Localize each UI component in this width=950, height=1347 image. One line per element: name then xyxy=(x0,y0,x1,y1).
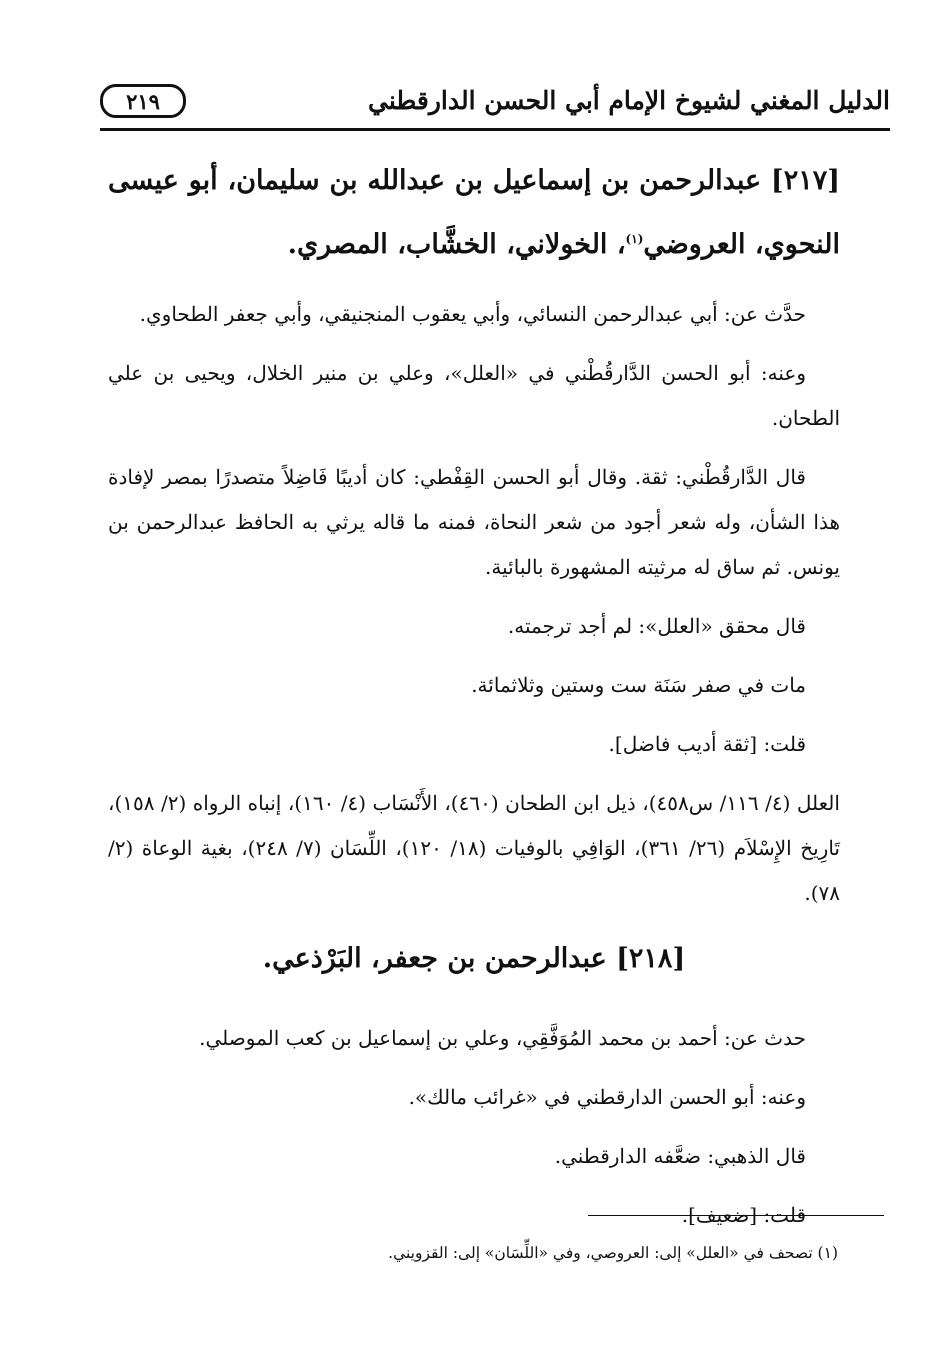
paragraph-editor-note: قال محقق «العلل»: لم أجد ترجمته. xyxy=(507,614,806,638)
paragraph-teachers: حدث عن: أحمد بن محمد المُوَفَّقِي، وعلي بن إسماعيل بن كعب الموصلي. xyxy=(199,1026,806,1050)
paragraph-opinions: قال الذهبي: ضعَّفه الدارقطني. xyxy=(554,1144,806,1168)
page-number-badge: ٢١٩ xyxy=(100,84,186,118)
running-header xyxy=(100,80,890,132)
paragraph-teachers: حدَّث عن: أبي عبدالرحمن النسائي، وأبي يعقوب المنجنيقي، وأبي جعفر الطحاوي. xyxy=(139,302,806,326)
running-title: الدليل المغني لشيوخ الإمام أبي الحسن الدارقطني xyxy=(368,86,890,115)
paragraph-students: وعنه: أبو الحسن الدارقطني في «غرائب مالك». xyxy=(408,1085,806,1109)
paragraph-sources: العلل (٤/ ١١٦/ س٤٥٨)، ذيل ابن الطحان (٤٦٠)، الأَنْسَاب (٤/ ١٦٠)، إنباه الرواه (٢/ ١٥٨)، تَارِيخ الإِسْلاَم (٢٦/ ٣٦١)، الوَافِي بالوفيات (١٨/ ١٢٠)، اللِّسَان (٧/ ٢٤٨)، بغية الوعاة (٢/ ٧٨). xyxy=(108,791,841,905)
main-text xyxy=(108,152,840,1252)
entry-heading-218: [٢١٨] عبدالرحمن بن جعفر، البَرْذعي. xyxy=(262,943,686,974)
entry-heading-text: [٢١٧] عبدالرحمن بن إسماعيل بن عبدالله بن سليمان، أبو عيسى النحوي، العروضي xyxy=(108,165,840,260)
paragraph-students: وعنه: أبو الحسن الدَّارقُطْني في «العلل»، وعلي بن منير الخلال، ويحيى بن علي الطحان. xyxy=(108,361,840,430)
header-rule xyxy=(100,128,890,131)
paragraph-opinions: قال الدَّارقُطْني: ثقة. وقال أبو الحسن القِفْطي: كان أديبًا فَاضِلاً متصدرًا بمصر لإفادة هذا الشأن، وله شعر أجود من شعر النحاة، فمنه ما قاله يرثي به الحافظ عبدالرحمن بن يونس. ثم ساق له مرثيته المشهورة بالبائية. xyxy=(108,465,840,579)
footnote: (١) تصحف في «العلل» إلى: العروصي، وفي «اللِّسَان» إلى: القزويني. xyxy=(388,1244,838,1262)
entry-heading-217 xyxy=(108,152,840,274)
footnote-marker: (١) xyxy=(625,232,644,246)
footnote-rule xyxy=(588,1215,884,1216)
paragraph-death: مات في صفر سَنَة ست وستين وثلاثمائة. xyxy=(471,673,806,697)
paragraph-verdict: قلت: [ثقة أديب فاضل]. xyxy=(608,732,806,756)
entry-heading-text: ، الخولاني، الخشَّاب، المصري. xyxy=(287,229,626,260)
paragraph-verdict: قلت: [ضعيف]. xyxy=(681,1203,806,1227)
